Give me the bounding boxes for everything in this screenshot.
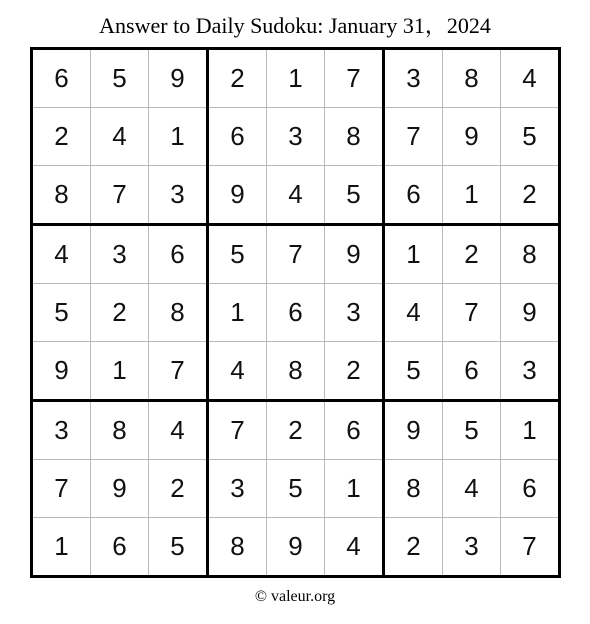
sudoku-cell: 7 <box>33 460 90 517</box>
sudoku-cell: 9 <box>501 284 558 341</box>
sudoku-cell: 2 <box>443 226 500 283</box>
sudoku-cell: 1 <box>443 166 500 223</box>
sudoku-cell: 2 <box>267 402 324 459</box>
sudoku-cell: 6 <box>385 166 442 223</box>
sudoku-cell: 1 <box>149 108 206 165</box>
sudoku-cell: 3 <box>149 166 206 223</box>
sudoku-cell: 6 <box>501 460 558 517</box>
sudoku-cell: 5 <box>91 50 148 107</box>
sudoku-cell: 5 <box>33 284 90 341</box>
sudoku-box <box>33 402 206 575</box>
sudoku-cell: 4 <box>91 108 148 165</box>
sudoku-cell: 7 <box>443 284 500 341</box>
sudoku-cell: 8 <box>501 226 558 283</box>
sudoku-cell: 2 <box>149 460 206 517</box>
sudoku-cell: 3 <box>33 402 90 459</box>
sudoku-cell: 7 <box>385 108 442 165</box>
sudoku-cell: 7 <box>325 50 382 107</box>
sudoku-cell: 4 <box>325 518 382 575</box>
sudoku-cell: 3 <box>209 460 266 517</box>
sudoku-cell: 9 <box>91 460 148 517</box>
sudoku-cell: 4 <box>33 226 90 283</box>
sudoku-cell: 8 <box>267 342 324 399</box>
sudoku-cell: 1 <box>325 460 382 517</box>
sudoku-cell: 4 <box>267 166 324 223</box>
sudoku-cell: 5 <box>385 342 442 399</box>
sudoku-cell: 8 <box>149 284 206 341</box>
sudoku-cell: 2 <box>91 284 148 341</box>
sudoku-cell: 2 <box>501 166 558 223</box>
sudoku-cell: 1 <box>501 402 558 459</box>
sudoku-cell: 5 <box>501 108 558 165</box>
sudoku-box <box>209 50 382 223</box>
sudoku-cell: 3 <box>267 108 324 165</box>
sudoku-cell: 2 <box>209 50 266 107</box>
sudoku-cell: 8 <box>33 166 90 223</box>
sudoku-cell: 4 <box>385 284 442 341</box>
sudoku-cell: 9 <box>267 518 324 575</box>
sudoku-box <box>385 50 558 223</box>
sudoku-box <box>209 226 382 399</box>
sudoku-cell: 6 <box>91 518 148 575</box>
sudoku-box <box>385 402 558 575</box>
sudoku-cell: 6 <box>149 226 206 283</box>
sudoku-cell: 9 <box>33 342 90 399</box>
sudoku-cell: 3 <box>443 518 500 575</box>
sudoku-box <box>33 50 206 223</box>
sudoku-cell: 4 <box>209 342 266 399</box>
sudoku-cell: 9 <box>209 166 266 223</box>
sudoku-cell: 4 <box>443 460 500 517</box>
sudoku-cell: 7 <box>149 342 206 399</box>
sudoku-cell: 1 <box>91 342 148 399</box>
sudoku-cell: 6 <box>325 402 382 459</box>
sudoku-cell: 6 <box>33 50 90 107</box>
sudoku-cell: 7 <box>91 166 148 223</box>
sudoku-cell: 5 <box>443 402 500 459</box>
sudoku-cell: 6 <box>267 284 324 341</box>
sudoku-cell: 2 <box>385 518 442 575</box>
sudoku-cell: 8 <box>209 518 266 575</box>
sudoku-cell: 7 <box>501 518 558 575</box>
sudoku-cell: 5 <box>149 518 206 575</box>
sudoku-cell: 8 <box>385 460 442 517</box>
sudoku-cell: 8 <box>91 402 148 459</box>
sudoku-cell: 7 <box>209 402 266 459</box>
sudoku-cell: 1 <box>267 50 324 107</box>
sudoku-cell: 9 <box>149 50 206 107</box>
sudoku-cell: 3 <box>501 342 558 399</box>
sudoku-cell: 6 <box>443 342 500 399</box>
sudoku-box <box>385 226 558 399</box>
sudoku-cell: 6 <box>209 108 266 165</box>
sudoku-box <box>33 226 206 399</box>
sudoku-cell: 1 <box>209 284 266 341</box>
sudoku-cell: 8 <box>325 108 382 165</box>
sudoku-cell: 3 <box>325 284 382 341</box>
sudoku-cell: 4 <box>149 402 206 459</box>
sudoku-cell: 9 <box>443 108 500 165</box>
sudoku-cell: 7 <box>267 226 324 283</box>
sudoku-cell: 9 <box>325 226 382 283</box>
sudoku-cell: 2 <box>325 342 382 399</box>
sudoku-cell: 4 <box>501 50 558 107</box>
sudoku-cell: 5 <box>209 226 266 283</box>
sudoku-cell: 9 <box>385 402 442 459</box>
sudoku-cell: 1 <box>385 226 442 283</box>
sudoku-cell: 2 <box>33 108 90 165</box>
sudoku-cell: 3 <box>91 226 148 283</box>
page-title: Answer to Daily Sudoku: January 31，2024 <box>99 13 491 38</box>
copyright-footer: © valeur.org <box>254 588 336 605</box>
sudoku-cell: 8 <box>443 50 500 107</box>
sudoku-box <box>209 402 382 575</box>
sudoku-board <box>30 47 561 578</box>
sudoku-cell: 5 <box>267 460 324 517</box>
sudoku-cell: 1 <box>33 518 90 575</box>
sudoku-cell: 5 <box>325 166 382 223</box>
sudoku-cell: 3 <box>385 50 442 107</box>
